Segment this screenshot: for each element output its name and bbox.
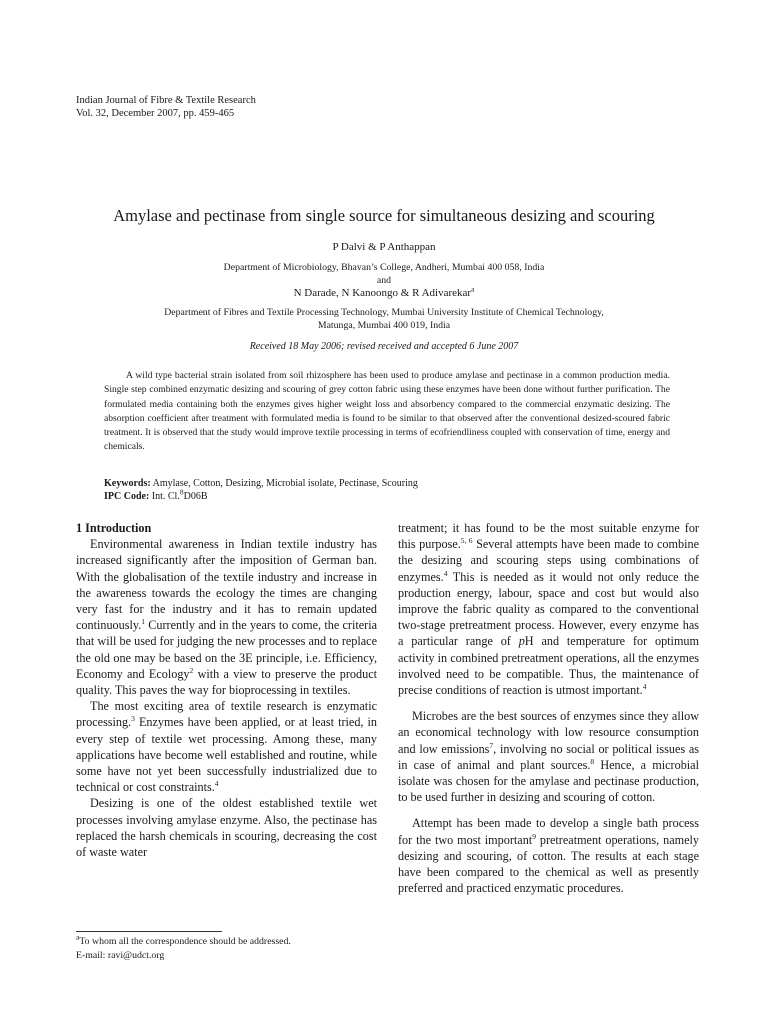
ipc-superscript: 8: [179, 487, 184, 497]
citation: 2: [189, 665, 194, 675]
ipc-prefix: Int. Cl.: [151, 491, 180, 502]
journal-name: Indian Journal of Fibre & Textile Research: [76, 95, 256, 106]
citation: 8: [590, 756, 595, 766]
paragraph: [398, 708, 699, 805]
footnote-rule: [76, 931, 222, 932]
citation: 1: [141, 617, 145, 627]
affiliation-2-line-1: Department of Fibres and Textile Processing Technology, Mumbai University Institute of Chemical Technology,: [164, 307, 604, 318]
text-run: Attempt has been made to develop a single bath process for the two most important: [398, 816, 699, 847]
text-run: This is needed as it would not only reduce the production energy, labour, space and cost but would also improve the fabric quality as compared to the conventional two-stage pretreatment process. However, every enzyme has a particular range of: [398, 569, 699, 649]
ipc-code: D06B: [183, 491, 208, 502]
text-run: Microbes are the best sources of enzymes since they allow an economical technology with low resource consumption and low emissions: [398, 709, 699, 756]
section-heading: 1 Introduction: [76, 521, 152, 535]
text-run: The most exciting area of textile research is enzymatic processing.: [76, 699, 377, 730]
citation: 4: [443, 568, 448, 578]
paragraph: [398, 815, 699, 896]
text-run: , involving no social or political issues as in case of animal and plant sources.: [398, 741, 699, 772]
authors-2-names: N Darade, N Kanoongo & R Adivarekar: [293, 287, 472, 299]
paragraph: [398, 520, 699, 698]
footnote-correspondence: [76, 932, 291, 949]
right-column: [398, 520, 699, 896]
journal-issue: Vol. 32, December 2007, pp. 459-465: [76, 108, 235, 119]
citation: 9: [532, 831, 536, 841]
text-run: Environmental awareness in Indian textile industry has increased significantly after the imposition of German ban. With the globalisation of the textile industry and increase in the awareness towards the ecology the times are changing very fast for the industry and it has to remain updated continuously.: [76, 537, 377, 633]
text-run: treatment; it has found to be the most suitable enzyme for this purpose.: [398, 521, 699, 552]
citation: 7: [489, 740, 494, 750]
keywords-line: [104, 477, 670, 490]
paragraph: [76, 536, 377, 698]
citation: 5, 6: [460, 536, 473, 546]
footnote-mark: a: [76, 932, 80, 942]
text-run: with a view to preserve the product quality. This paves the way for bioprocessing in textiles.: [76, 666, 377, 698]
keywords-list: Amylase, Cotton, Desizing, Microbial isolate, Pectinase, Scouring: [152, 478, 418, 489]
affiliation-and: and: [376, 275, 392, 286]
paragraph: Desizing is one of the oldest established textile wet processes involving amylase enzyme. Also, the pectinase has replaced the harsh chemicals in scouring, decreasing the cost of waste water: [76, 796, 377, 860]
citation: 3: [131, 714, 135, 724]
footnote: [76, 932, 291, 963]
text-run: pretreatment operations, namely desizing and scouring, of cotton. The results at each stage have been compared to the chemical as well as presently preferred and practiced enzymatic procedures.: [398, 832, 699, 896]
text-run: Enzymes have been applied, or at least tried, in every step of textile wet processing. Among these, many applications have become well established and routine, while some have not yet been successfully industrialized due to technical or cost constraints.: [76, 715, 377, 795]
text-run: Hence, a microbial isolate was chosen for the amylase and pectinase production, to be used further in desizing and scouring of cotton.: [398, 757, 699, 805]
footnote-email: E-mail: ravi@udct.org: [76, 950, 165, 961]
authors-line-1: P Dalvi & P Anthappan: [332, 241, 436, 253]
affiliation-1: Department of Microbiology, Bhavan’s College, Andheri, Mumbai 400 058, India: [223, 262, 545, 273]
affiliation-2-line-2: Matunga, Mumbai 400 019, India: [317, 320, 451, 331]
text-run: Currently and in the years to come, the criteria that will be used for judging the new processes and to replace the old one may be based on the 3E principle, i.e. Efficiency, Economy and Ecology: [76, 618, 377, 681]
ph-h: H: [524, 634, 534, 649]
keywords-label: Keywords:: [104, 478, 151, 489]
paper-title: Amylase and pectinase from single source for simultaneous desizing and scouring: [113, 206, 655, 225]
citation: 4: [642, 681, 647, 691]
received-dates: Received 18 May 2006; revised received and accepted 6 June 2007: [249, 341, 519, 352]
ipc-label: IPC Code:: [104, 491, 150, 502]
paragraph: [76, 698, 377, 795]
citation: 4: [214, 779, 219, 789]
abstract: A wild type bacterial strain isolated from soil rhizosphere has been used to produce amylase and pectinase in a common production media. Single step combined enzymatic desizing and scouring of grey cotton fabric using these enzymes have been done without further purification. The formulated media containing both the enzymes gives higher weight loss and absorbency compared to the commercial enzymatic desizing. The absorption coefficient after treatment with formulated media is found to be similar to that observed after the conventional desized-scoured fabric treatment. It is observed that the study would improve textile processing in terms of ecofriendliness coupled with conservation of time, energy and chemicals.: [104, 370, 670, 453]
ph-italic-p: p: [518, 634, 525, 649]
ipc-line: [104, 487, 670, 503]
footnote-text: To whom all the correspondence should be addressed.: [79, 936, 291, 947]
left-column: [76, 520, 377, 860]
journal-header: [76, 94, 256, 120]
authors-line-2: [60, 284, 708, 299]
corresponding-author-mark: a: [471, 284, 475, 294]
text-run: and temperature for optimum activity in combined pretreatment operations, all the enzymes involved need to be compatible. Thus, the maintenance of precise conditions of reaction is utmost important.: [398, 634, 699, 698]
text-run: Several attempts have been made to combine the desizing and scouring steps using combinations of enzymes.: [398, 537, 699, 584]
